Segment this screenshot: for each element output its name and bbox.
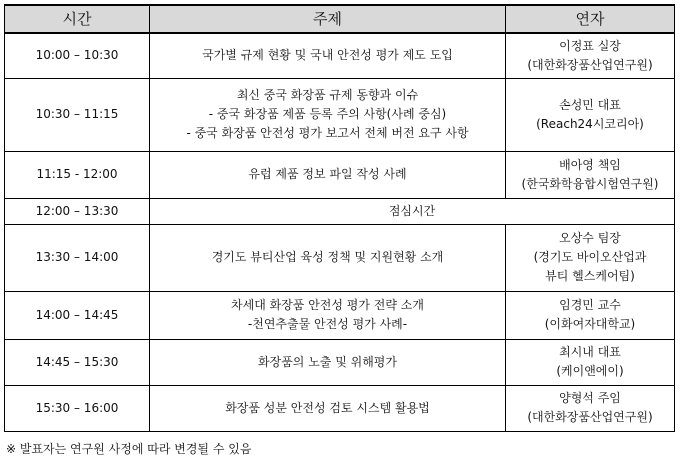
topic-line: 유럽 제품 정보 파일 작성 사례	[248, 167, 407, 181]
topic-cell	[150, 291, 506, 339]
speaker-name: 양형석 주임	[559, 391, 621, 405]
speaker-affiliation: (Reach24시코리아)	[536, 116, 644, 131]
speaker-cell	[506, 151, 675, 198]
time-cell: 11:15 - 12:00	[5, 151, 150, 198]
speaker-affiliation: (한국화학융합시험연구원)	[521, 176, 659, 191]
header-topic: 주제	[150, 5, 506, 33]
topic-line: - 중국 화장품 안전성 평가 보고서 전체 버전 요구 사항	[186, 126, 469, 140]
speaker-name: 이정표 실장	[559, 38, 621, 53]
topic-line: -천연추출물 안전성 평가 사례-	[247, 317, 408, 331]
header-row	[5, 5, 675, 33]
topic-line: 차세대 화장품 안전성 평가 전략 소개	[231, 298, 424, 312]
topic-cell	[150, 151, 506, 198]
speaker-affiliation: (이화여자대학교)	[544, 317, 636, 331]
header-time: 시간	[5, 5, 150, 33]
speaker-affiliation: 뷰티 헬스케어팀)	[545, 269, 635, 283]
table-row	[5, 198, 675, 224]
topic-cell	[150, 33, 506, 78]
speaker-name: 손성민 대표	[559, 97, 621, 112]
speaker-name: 오상수 팀장	[559, 231, 621, 245]
table-row	[5, 291, 675, 339]
time-cell: 13:30 – 14:00	[5, 224, 150, 291]
schedule-table	[4, 4, 675, 432]
speaker-cell	[506, 291, 675, 339]
speaker-cell	[506, 78, 675, 151]
table-row	[5, 385, 675, 431]
speaker-name: 배아영 책임	[559, 157, 621, 172]
topic-line: 화장품의 노출 및 위해평가	[258, 354, 397, 369]
speaker-cell	[506, 339, 675, 385]
topic-line: 국가별 규제 현황 및 국내 안전성 평가 제도 도입	[202, 48, 453, 63]
speaker-affiliation: (대한화장품산업연구원)	[527, 410, 653, 424]
speaker-affiliation: (대한화장품산업연구원)	[527, 57, 653, 72]
topic-line: - 중국 화장품 제품 등록 주의 사항(사례 중심)	[208, 107, 447, 121]
time-cell: 10:00 – 10:30	[5, 33, 150, 78]
speaker-name: 최시내 대표	[559, 345, 621, 359]
topic-cell	[150, 224, 506, 291]
time-cell: 12:00 – 13:30	[5, 198, 150, 224]
time-cell: 14:45 – 15:30	[5, 339, 150, 385]
speaker-name: 임경민 교수	[559, 298, 621, 312]
topic-cell	[150, 78, 506, 151]
topic-line: 경기도 뷰티산업 육성 정책 및 지원현황 소개	[211, 250, 444, 264]
topic-line: 최신 중국 화장품 규제 동향과 이슈	[236, 88, 419, 102]
table-row	[5, 78, 675, 151]
speaker-cell	[506, 224, 675, 291]
lunch-cell: 점심시간	[150, 198, 675, 224]
speaker-cell	[506, 33, 675, 78]
topic-cell	[150, 339, 506, 385]
footnote: ※ 발표자는 연구원 사정에 따라 변경될 수 있음	[6, 442, 252, 456]
time-cell: 10:30 – 11:15	[5, 78, 150, 151]
topic-cell	[150, 385, 506, 431]
speaker-cell	[506, 385, 675, 431]
table-row	[5, 339, 675, 385]
speaker-affiliation: (케이앤에이)	[556, 364, 624, 378]
table-row	[5, 33, 675, 78]
time-cell: 14:00 – 14:45	[5, 291, 150, 339]
table-row	[5, 151, 675, 198]
time-cell: 15:30 – 16:00	[5, 385, 150, 431]
topic-line: 화장품 성분 안전성 검토 시스템 활용법	[225, 400, 430, 415]
header-speaker: 연자	[506, 5, 675, 33]
table-row	[5, 224, 675, 291]
speaker-affiliation: (경기도 바이오산업과	[533, 250, 647, 264]
